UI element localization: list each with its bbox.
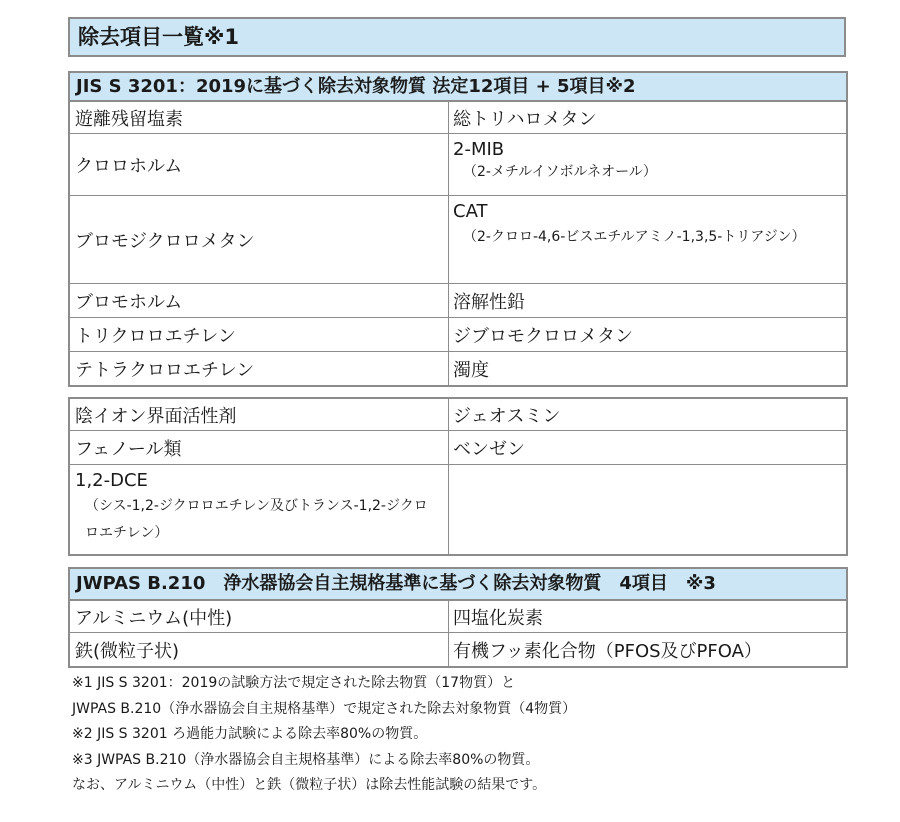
table-cell: [70, 196, 449, 283]
cell-text: ブロモホルム: [75, 291, 183, 313]
table-cell: [449, 431, 846, 464]
cell-subtext: （シス-1,2-ジクロロエチレン及びトランス-1,2-ジクロロエチレン）: [85, 498, 428, 541]
table-cell: [449, 352, 846, 385]
table-row: [70, 133, 846, 195]
cell-text: 総トリハロメタン: [453, 108, 597, 130]
table-row: [70, 283, 846, 317]
table-row: [70, 102, 846, 133]
table-cell: [70, 102, 449, 133]
cell-subtext: （2-クロロ-4,6-ビスエチルアミノ-1,3,5-トリアジン）: [463, 229, 806, 245]
cell-text: 陰イオン界面活性剤: [75, 405, 237, 427]
table-row: [70, 601, 846, 632]
table-cell: [70, 284, 449, 317]
cell-text: 溶解性鉛: [453, 291, 525, 313]
table-row: [70, 351, 846, 385]
table-cell: [449, 465, 846, 554]
cell-text: ジブロモクロロメタン: [453, 325, 633, 347]
cell-subtext: （2-メチルイソボルネオール）: [463, 164, 657, 180]
table-cell: [449, 318, 846, 351]
cell-text: 2-MIB: [453, 139, 505, 160]
table-cell: [449, 134, 846, 195]
section-jis-header: JIS S 3201：2019に基づく除去対象物質 法定12項目 + 5項目※2: [70, 73, 846, 102]
cell-text: テトラクロロエチレン: [75, 359, 255, 381]
cell-text: ブロモジクロロメタン: [75, 230, 255, 252]
table-row: [70, 195, 846, 283]
table-row: [70, 430, 846, 464]
section-jis: [68, 71, 848, 387]
cell-text: 濁度: [453, 359, 489, 381]
table-row: [70, 464, 846, 554]
cell-text: 1,2-DCE: [75, 470, 148, 491]
cell-text: クロロホルム: [75, 155, 183, 177]
table-cell: [449, 102, 846, 133]
cell-text: フェノール類: [75, 438, 182, 460]
table-cell: [70, 601, 449, 632]
cell-text: ジェオスミン: [453, 405, 561, 427]
footnote-3: ※3 JWPAS B.210（浄水器協会自主規格基準）による除去率80%の物質。: [72, 751, 540, 768]
table-row: [70, 632, 846, 666]
table-cell: [449, 196, 846, 283]
cell-text: 有機フッ素化合物（PFOS及びPFOA）: [453, 640, 762, 662]
table-cell: [449, 284, 846, 317]
table-cell: [449, 601, 846, 632]
cell-text: アルミニウム(中性): [75, 607, 233, 629]
table-row: [70, 317, 846, 351]
section-jwpas-header: JWPAS B.210 浄水器協会自主規格基準に基づく除去対象物質 4項目 ※3: [70, 569, 846, 601]
cell-text: 遊離残留塩素: [75, 108, 183, 130]
section-additional: [68, 397, 848, 556]
table-cell: [70, 352, 449, 385]
footnote-note: なお、アルミニウム（中性）と鉄（微粒子状）は除去性能試験の結果です。: [72, 777, 547, 793]
section-jwpas: [68, 567, 848, 668]
footnote-2: ※2 JIS S 3201 ろ過能力試験による除去率80%の物質。: [72, 726, 428, 742]
table-cell: [70, 633, 449, 666]
cell-text: トリクロロエチレン: [75, 325, 236, 347]
footnote-1: ※1 JIS S 3201：2019の試験方法で規定された除去物質（17物質）と: [72, 675, 516, 691]
table-row: [70, 399, 846, 430]
table-cell: [449, 633, 846, 666]
table-cell: [449, 399, 846, 430]
table-cell: [70, 399, 449, 430]
cell-text: CAT: [453, 201, 488, 222]
footnote-1-continued: JWPAS B.210（浄水器協会自主規格基準）で規定された除去対象物質（4物質）: [72, 700, 577, 717]
page-title: 除去項目一覧※1: [68, 17, 846, 57]
cell-text: 鉄(微粒子状): [75, 640, 180, 662]
table-cell: [70, 431, 449, 464]
table-cell: [70, 318, 449, 351]
cell-text: 四塩化炭素: [453, 607, 543, 629]
table-cell: [70, 465, 449, 554]
cell-text: ベンゼン: [453, 438, 525, 460]
table-cell: [70, 134, 449, 195]
footnotes: [72, 671, 576, 799]
